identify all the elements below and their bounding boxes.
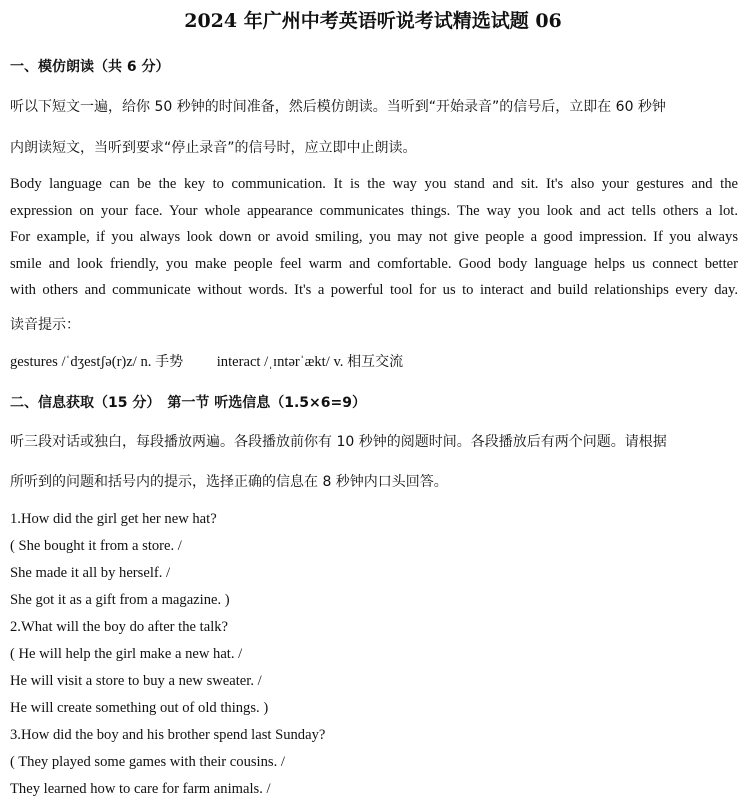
passage-line: expression on your face. Your whole appearance communicates things. The way you look and act tells others a lot. <box>10 202 738 219</box>
section2-instruction-line: 所听到的问题和括号内的提示，选择正确的信息在 8 秒钟内口头回答。 <box>10 474 448 490</box>
question-line: 1.How did the girl get her new hat? <box>10 511 217 527</box>
section1-instruction-line: 内朗读短文，当听到要求“停止录音”的信号时，应立即中止朗读。 <box>10 140 417 156</box>
passage-line: Body language can be the key to communication. It is the way you stand and sit. It's also your gestures and the <box>10 176 738 192</box>
pronunciation-tips-label: 读音提示： <box>10 317 80 333</box>
question-option-line: He will create something out of old things. ) <box>10 700 269 716</box>
vocab-word: interact /ˌɪntərˈækt/ v. <box>216 354 344 370</box>
question-option-line: They learned how to care for farm animals. / <box>10 781 271 797</box>
question-option-line: He will visit a store to buy a new sweater. / <box>10 673 262 689</box>
question-option-line: ( She bought it from a store. / <box>10 538 182 554</box>
question-option-line: ( They played some games with their cousins. / <box>10 754 285 770</box>
question-line: 2.What will the boy do after the talk? <box>10 619 229 635</box>
section1-instruction-line: 听以下短文一遍，给你 50 秒钟的时间准备，然后模仿朗读。当听到“开始录音”的信号后，立即在 60 秒钟 <box>10 99 666 115</box>
page-title: 2024 年广州中考英语听说考试精选试题 06 <box>184 10 562 32</box>
section2-instruction-line: 听三段对话或独白，每段播放两遍。各段播放前你有 10 秒钟的阅题时间。各段播放后有两个问题。请根据 <box>10 434 667 450</box>
vocab-list <box>10 352 403 372</box>
vocab-meaning: 手势 <box>155 354 184 370</box>
vocab-meaning: 相互交流 <box>347 354 404 370</box>
question-option-line: ( He will help the girl make a new hat. / <box>10 646 243 662</box>
passage-line: smile and look friendly, you make people feel warm and comfortable. Good body language helps us connect better <box>10 255 738 272</box>
passage-line: with others and communicate without words. It's a powerful tool for us to interact and build relationships every day. <box>10 282 738 298</box>
section1-heading: 一、模仿朗读（共 6 分） <box>10 59 170 75</box>
question-option-line: She made it all by herself. / <box>10 565 171 581</box>
section2-heading: 二、信息获取（15 分） 第一节 听选信息（1.5×6=9） <box>10 395 366 411</box>
question-line: 3.How did the boy and his brother spend last Sunday? <box>10 727 326 743</box>
vocab-word: gestures /ˈdʒestʃə(r)z/ n. <box>10 354 152 370</box>
passage-line: For example, if you always look down or avoid smiling, you may not give people a good impression. If you always <box>10 229 738 245</box>
question-option-line: She got it as a gift from a magazine. ) <box>10 592 230 608</box>
